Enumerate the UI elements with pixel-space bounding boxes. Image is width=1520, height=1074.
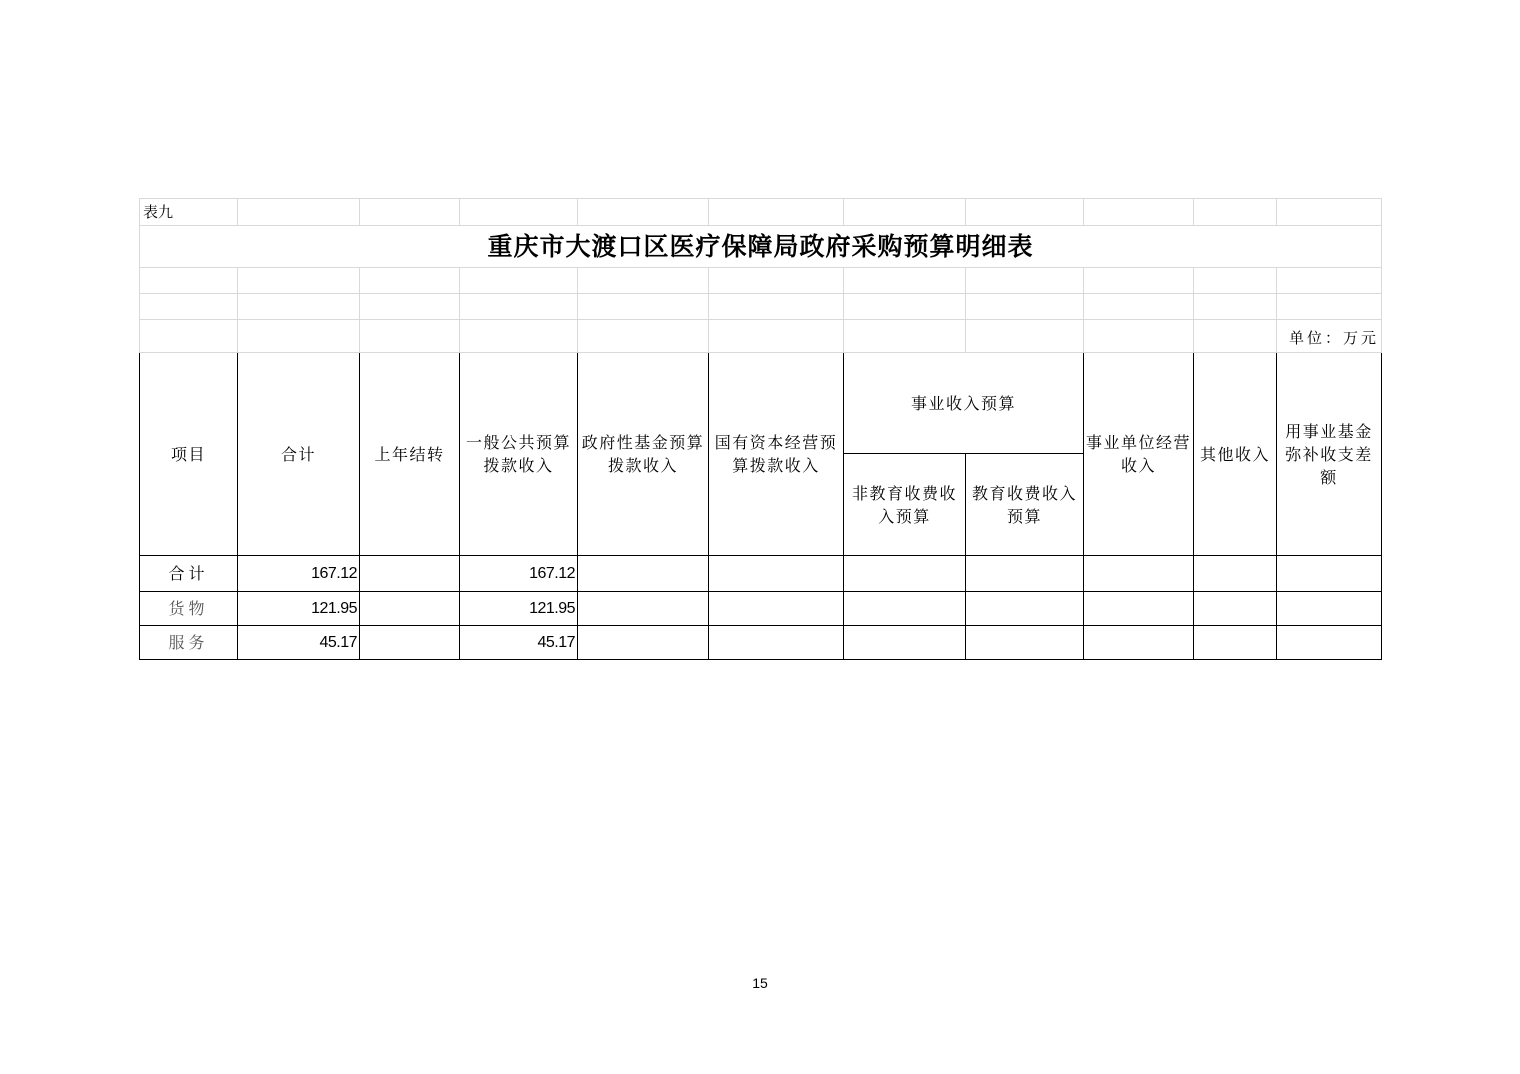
cell-general-public: 121.95 bbox=[460, 592, 578, 626]
header-carryover: 上年结转 bbox=[360, 353, 460, 556]
header-gov-fund: 政府性基金预算拨款收入 bbox=[578, 353, 709, 556]
cell-total: 45.17 bbox=[238, 626, 360, 660]
header-business-income: 事业收入预算 bbox=[844, 353, 1084, 454]
header-general-public: 一般公共预算拨款收入 bbox=[460, 353, 578, 556]
cell-carryover bbox=[360, 626, 460, 660]
cell-general-public: 167.12 bbox=[460, 556, 578, 592]
header-edu-fee: 教育收费收入预算 bbox=[966, 454, 1084, 556]
header-state-capital: 国有资本经营预算拨款收入 bbox=[709, 353, 844, 556]
table-row bbox=[140, 592, 1382, 626]
cell-total: 167.12 bbox=[238, 556, 360, 592]
procurement-budget-sheet bbox=[139, 198, 1381, 660]
table-row bbox=[140, 626, 1382, 660]
table-row bbox=[140, 556, 1382, 592]
row-label: 货物 bbox=[140, 592, 238, 626]
unit-row bbox=[140, 320, 1382, 353]
header-non-edu-fee: 非教育收费收入预算 bbox=[844, 454, 966, 556]
header-row-upper bbox=[140, 353, 1382, 454]
header-other-income: 其他收入 bbox=[1194, 353, 1277, 556]
header-fund-offset: 用事业基金弥补收支差额 bbox=[1277, 353, 1382, 556]
table-tag: 表九 bbox=[140, 199, 238, 226]
cell-carryover bbox=[360, 592, 460, 626]
blank-row bbox=[140, 268, 1382, 294]
cell-general-public: 45.17 bbox=[460, 626, 578, 660]
page-title: 重庆市大渡口区医疗保障局政府采购预算明细表 bbox=[140, 226, 1382, 268]
procurement-budget-table bbox=[139, 198, 1382, 660]
blank-row bbox=[140, 294, 1382, 320]
unit-label: 单位：万元 bbox=[1277, 320, 1382, 353]
header-unit-operating: 事业单位经营收入 bbox=[1084, 353, 1194, 556]
row-label: 服务 bbox=[140, 626, 238, 660]
page-number: 15 bbox=[752, 975, 768, 991]
cell-total: 121.95 bbox=[238, 592, 360, 626]
header-item: 项目 bbox=[140, 353, 238, 556]
tag-row bbox=[140, 199, 1382, 226]
header-total: 合计 bbox=[238, 353, 360, 556]
title-row bbox=[140, 226, 1382, 268]
cell-carryover bbox=[360, 556, 460, 592]
row-label: 合计 bbox=[140, 556, 238, 592]
